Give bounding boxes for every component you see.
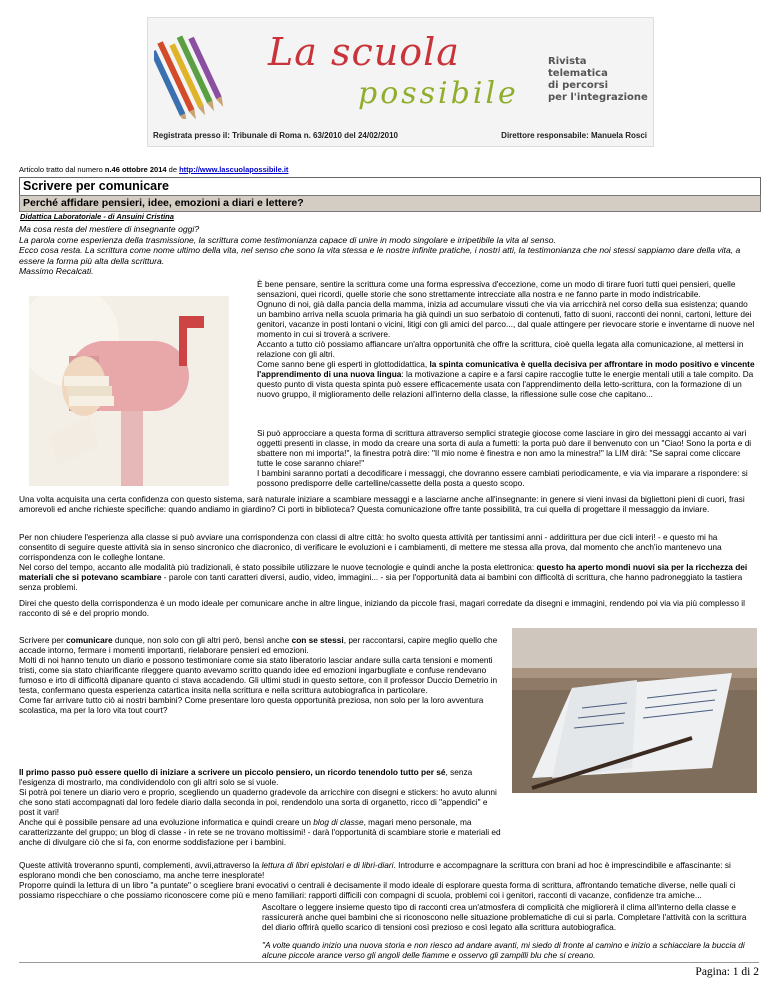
tagline-line: per l'integrazione (548, 92, 648, 103)
magazine-tagline (548, 56, 648, 104)
text-line: Ognuno di noi, già dalla pancia della mamma, inizia ad accumulare vissuti che via via arricchirà nel corso della sua esistenza; quando un bambino arriva nella scuola primaria ha già quindi un suo serbatoio di contenuti, fatto di suoni, racconti dei nonni, cartoni, letture dei genitori, vacanze in posti lontani o vicini, litigi con gli amici del parco..., dal quale attingere per rievocare storie e inventarne di nuove nel momento in cui si troverà a scrivere. (257, 299, 755, 339)
text-run-bold: questo ha aperto mondi nuovi sia per la ricchezza dei materiali che si potevano scambiare (19, 562, 748, 582)
tagline-line: telematica (548, 68, 608, 79)
text-run: , magari meno personale, ma caratterizzante del gruppo; un blog di classe - in rete se ne trovano moltissimi! - darà l'opportunità di scambiare storie e materiali ed anche di divulgare ciò che si fa, con enorme soddisfazione per i bambini. (19, 817, 501, 847)
text-line: Si potrà poi tenere un diario vero e proprio, scegliendo un quaderno gradevole da arricchire con disegni e stickers: ho avuto alunni che sono stati accompagnati dal loro fedele diario dalla seconda in poi, rendendolo una sorta di organetto, ricco di "appendici" e post it vari! (19, 787, 497, 817)
quote-line: La parola come esperienza della trasmissione, la scrittura come testimonianza capace di unire in modo singolare e irripetibile la vita al senso. (19, 234, 556, 245)
registration-info: Registrata presso il: Tribunale di Roma n. 63/2010 del 24/02/2010 (153, 131, 398, 140)
text-run: Come sanno bene gli esperti in glottodidattica, (257, 359, 430, 369)
source-line (19, 165, 288, 174)
site-link[interactable]: http://www.lascuolapossibile.it (179, 165, 289, 174)
paragraph-7 (19, 767, 505, 847)
text-run: - parole con tanti caratteri diversi, audio, video, immagini... - sia per l'opportunità data ai bambini con difficoltà di scrittura, che hanno padroneggiato la tastiera senza problemi. (19, 572, 743, 592)
text-run-bold: comunicare (66, 635, 113, 645)
source-middle: de (166, 165, 180, 174)
paragraph-4 (19, 532, 757, 592)
text-run-italic: lettura di libri epistolari e di libri-diari (261, 860, 394, 870)
paragraph-3: Una volta acquisita una certa confidenza con questo sistema, sarà naturale iniziare a scambiare messaggi e a lasciarne anche all'insegnante: in genere si vieni invasi da bigliettoni pieni di cuori, frasi amorevoli ed anche richieste specifiche: quando andiamo in giardino? Ci porti in biblioteca? Questa comunicazione offre tante possibilità, tra cui quella di progettare il messaggio da inviare. (19, 494, 745, 514)
text-run: dunque, non solo con gli altri però, bensì anche (112, 635, 292, 645)
paragraph-1 (257, 279, 757, 399)
text-line (257, 359, 757, 399)
text-run: , senza l'esigenza di mostrarlo, ma condividendolo con gli altri solo se si vuole. (19, 767, 473, 787)
quote-line: Ma cosa resta del mestiere di insegnante oggi? (19, 224, 200, 234)
text-line: Molti di noi hanno tenuto un diario e possono testimoniare come sia stato liberatorio lasciar andare sulla carta tensioni e momenti tristi, come sia stato chiarificante rileggere quanto avevamo scritto quando idee ed emozioni ingarbugliate e confuse rendevano fumoso e irto di difficoltà dipanare quanto ci stava accadendo. Gli ultimi studi in questo settore, con il professor Duccio Demetrio in testa, confermano questa esperienza catartica insita nella scrittura e nella scrittura autobiografica in particolare. (19, 655, 498, 695)
opening-quote (19, 224, 757, 277)
issue-number: n.46 ottobre 2014 (104, 165, 167, 174)
logo-title-line2: possibile (358, 76, 519, 111)
footer-divider (19, 962, 759, 963)
text-line: Proporre quindi la lettura di un libro "a puntate" o scegliere brani evocativi o centrali è decisamente il modo ideale di esplorare questa forma di scrittura, affrontando tematiche diverse, nelle quali ci possiamo rispecchiare o che possiamo riconoscere come più e meno familiari: rapporti difficili con compagni di scuola, problemi coi i genitori, racconti di vacanze, confidenze tra amiche... (19, 880, 736, 900)
article-title: Scrivere per comunicare (23, 179, 169, 193)
mailbox-illustration (29, 296, 229, 486)
text-line: Accanto a tutto ciò possiamo affiancare un'altra opportunità che offre la scrittura, cioè quella legata alla comunicazione, al mettersi in relazione con gli altri. (257, 339, 744, 359)
text-line (19, 817, 505, 847)
director-info: Direttore responsabile: Manuela Rosci (501, 131, 647, 140)
page-number: Pagina: 1 di 2 (695, 966, 759, 978)
text-run-bold: con se stessi (291, 635, 344, 645)
text-run-italic: blog di classe (313, 817, 364, 827)
notebook-illustration (512, 628, 757, 793)
text-run: , per raccontarsi, capire meglio quello che accade intorno, fermare i momenti importanti, rielaborare pensieri ed emozioni. (19, 635, 498, 655)
paragraph-2 (257, 428, 757, 488)
article-subtitle-box (19, 195, 761, 212)
logo-title-line1: La scuola (268, 30, 460, 74)
text-run-bold: la spinta comunicativa è quella decisiva per affrontare in modo positivo e vincente l'apprendimento di una nuova lingua (257, 359, 755, 379)
text-run: Queste attività troveranno spunti, complementi, avvii,attraverso la (19, 860, 262, 870)
article-author: Didattica Laboratoriale - di Ansuini Cristina (20, 212, 174, 221)
article-title-box (19, 177, 761, 196)
paragraph-10: "A volte quando inizio una nuova storia e non riesco ad andare avanti, mi siedo di fronte al camino e inizio a schiacciare la buccia di alcune piccole arance verso gli angoli delle fiamme e osservo gli zampilli blu che si creano. (262, 940, 745, 960)
text-line (19, 767, 505, 787)
text-run: Nel corso del tempo, accanto alle modalità più tradizionali, è stato possibile utilizzare le nuove tecnologie e quindi anche la posta elettronica: (19, 562, 537, 572)
text-line (19, 860, 757, 880)
paragraph-5: Direi che questo della corrispondenza è un modo ideale per comunicare anche in altre lingue, iniziando da piccole frasi, magari corredate da disegni e immagini, rendendo poi via via più complesso il racconto di sé e del proprio mondo. (19, 598, 745, 618)
text-line: Si può approcciare a questa forma di scrittura attraverso semplici strategie giocose come lasciare in giro dei messaggi accanto ai vari oggetti presenti in classe, in modo da creare una sorta di aula a fumetti: la porta può dare il benvenuto con un "Ciao! Sono la porta e di sbattere non mi importa!", la finestra potrà dire: "Il mio nome è finestra e non amo la minestra!" la LIM dirà: "Se saprai come cliccare tutte le cose saranno chiare!" (257, 428, 752, 468)
paragraph-8 (19, 860, 757, 900)
text-line: È bene pensare, sentire la scrittura come una forma espressiva d'eccezione, come un modo di tirare fuori tutti quei pensieri, quelle sensazioni, quei ricordi, quelle storie che sono strettamente intrecciate alla nostra e ne fanno parte in modo indistricabile. (257, 279, 736, 299)
text-line: Come far arrivare tutto ciò ai nostri bambini? Come presentare loro questa opportunità preziosa, non solo per la loro avventura scolastica, ma per la loro vita tout court? (19, 695, 484, 715)
article-subtitle: Perché affidare pensieri, idee, emozioni a diari e lettere? (23, 197, 304, 209)
text-line (19, 562, 757, 592)
paragraph-9: Ascoltare o leggere insieme questo tipo di racconti crea un'atmosfera di complicità che migliorerà il clima all'interno della classe e rassicurerà anche quei bambini che si riconoscono nelle situazione problematiche di cui si parla. Completare l'attività con la scrittura del diario offrirà quello scarico di tensioni così prezioso e così legato alla scrittura autobiografica. (262, 902, 747, 932)
notebook-photo (512, 628, 757, 793)
quote-line: Ecco cosa resta. La scrittura come nome ultimo della vita, nel senso che sono la vita stessa e le nostre infinite pratiche, i nostri atti, la testimonianza che noi stessi sappiamo dare della vita, a essere la forma più alta della scrittura. (19, 245, 741, 266)
mailbox-photo (29, 296, 229, 486)
source-prefix: Articolo tratto dal numero (19, 165, 105, 174)
text-run: Scrivere per (19, 635, 67, 645)
text-line: Per non chiudere l'esperienza alla classe si può avviare una corrispondenza con classi di altre città: ho svolto questa attività per tantissimi anni - addirittura per due cicli interi! - e questo mi ha consentito di seguire queste attività sia in senso sincronico che diacronico, di verificare le evoluzioni e i cambiamenti, di mettere me stessa alla prova, dal momento che anch'io mantenevo una corrispondenza con le colleghe lontane. (19, 532, 722, 562)
tagline-line: Rivista (548, 56, 587, 67)
text-line: I bambini saranno portati a decodificare i messaggi, che dovranno essere cambiati periodicamente, e via via imparare a rispondere: si possono predisporre delle cartelline/cassette della posta a questo scopo. (257, 468, 748, 488)
text-line (19, 635, 505, 655)
quote-line: Massimo Recalcati. (19, 266, 94, 276)
text-run: . Introdurre e accompagnare la scrittura con brani ad hoc è imprescindibile e affascinante: si esplorano mondi che ben conosciamo, ma anche terre inesplorate! (19, 860, 731, 880)
text-run: : la motivazione a capire e a farsi capire raccoglie tutte le energie mentali utili a tale compito. Da questo punto di vista questa spinta può essere efficacemente usata con l'apprendimento della letto-scrittura, con la formazione di un nuovo gruppo, il miglioramento delle relazioni all'interno della classe, la riflessione sulle cose che capitano... (257, 369, 754, 399)
text-run: Anche qui è possibile pensare ad una evoluzione informatica e quindi creare un (19, 817, 314, 827)
paragraph-6 (19, 635, 505, 715)
tagline-line: di percorsi (548, 80, 609, 91)
text-run-bold: Il primo passo può essere quello di iniziare a scrivere un piccolo pensiero, un ricordo tenendolo tutto per sé (19, 767, 446, 777)
pencils-logo-icon (154, 24, 244, 119)
masthead-banner (147, 17, 654, 147)
